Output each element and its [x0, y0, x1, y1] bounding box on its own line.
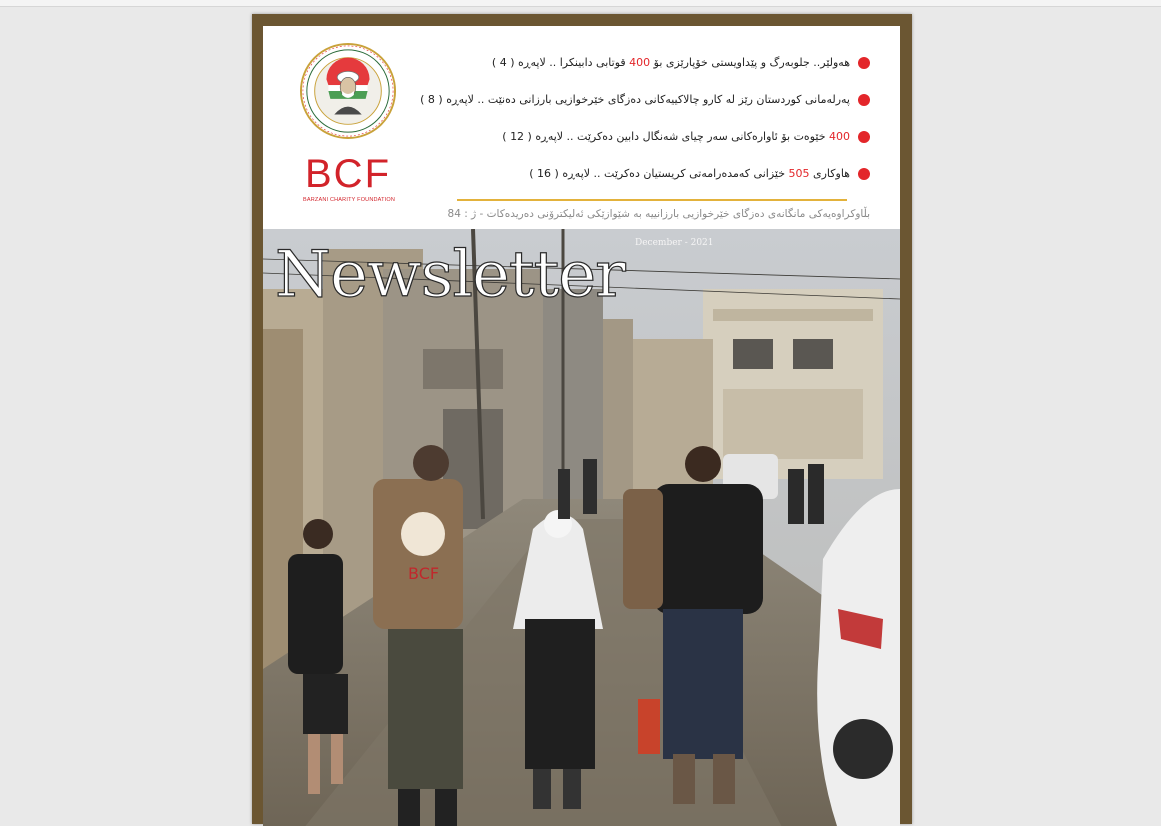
headline-text: هاوکاری 505 خێزانی کەمدەرامەتی کریستیان دەکرێت .. لاپەڕە ( 16 ) [529, 167, 850, 180]
headline-item[interactable] [420, 81, 870, 118]
headline-item[interactable] [450, 44, 870, 81]
cover-photo-illustration [263, 229, 900, 826]
publication-subline: بڵاوکراوەیەکی مانگانەی دەزگای خێرخوازیی بارزانییە بە شێوازێکی ئەلیکترۆنی دەریدەکات - ژ : 84 [447, 208, 870, 220]
gold-divider [457, 199, 847, 201]
bullet-dot-icon [858, 57, 870, 69]
newsletter-header [263, 26, 900, 229]
cover-photo [263, 229, 900, 826]
headline-item[interactable] [450, 155, 870, 192]
bullet-dot-icon [858, 168, 870, 180]
cover-date: December - 2021 [635, 238, 714, 248]
headlines-list [420, 44, 870, 192]
headline-text: 400 خێوەت بۆ ئاوارەکانی سەر چیای شەنگال دابین دەکرێت .. لاپەڕە ( 12 ) [502, 130, 850, 143]
headline-item[interactable] [450, 118, 870, 155]
bullet-dot-icon [858, 94, 870, 106]
document-page-frame [252, 14, 912, 824]
bullet-dot-icon [858, 131, 870, 143]
newsletter-page [263, 26, 900, 826]
foundation-seal-icon [299, 42, 397, 140]
foundation-logo [293, 38, 405, 203]
cover-masthead-title: Newsletter [275, 238, 625, 312]
bcf-logo-text: BCF [305, 152, 391, 196]
bcf-logo-subtitle: BARZANI CHARITY FOUNDATION [303, 197, 396, 203]
browser-top-bar [0, 0, 1161, 7]
svg-text:BCF: BCF [408, 564, 440, 583]
headline-text: پەرلەمانی کوردستان رێز لە کارو چالاکییەکانی دەزگای خێرخوازیی بارزانی دەنێت .. لاپەڕە ( 8 ) [420, 93, 850, 106]
headline-text: هەولێر.. جلوبەرگ و پێداویستی خۆپارێزی بۆ 400 قوتابی دابینکرا .. لاپەڕە ( 4 ) [491, 56, 850, 69]
